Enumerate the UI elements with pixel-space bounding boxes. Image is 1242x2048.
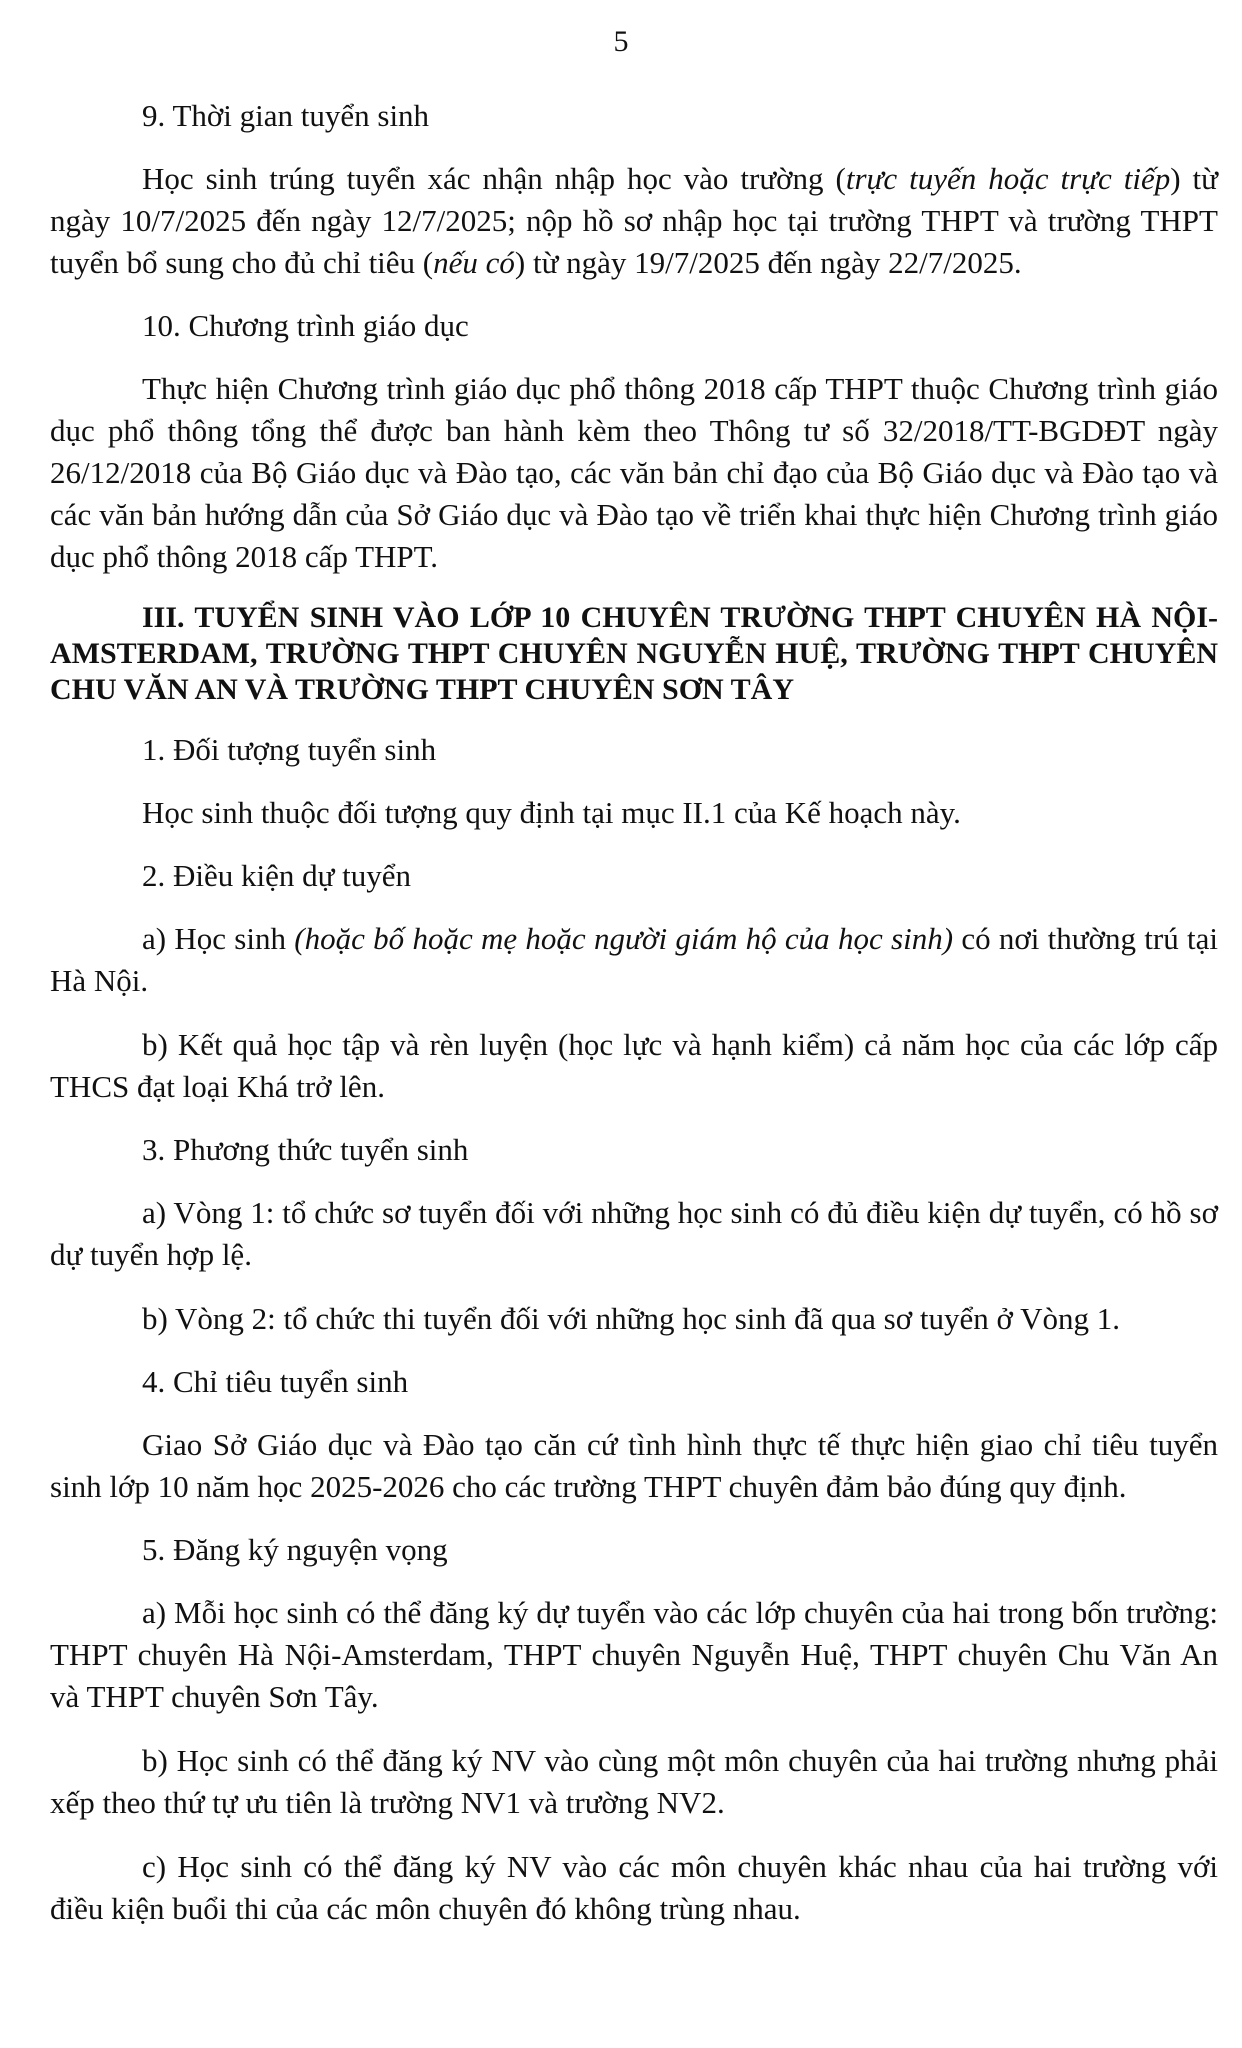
text-run: ) từ ngày 10/7/2025 đến ngày 12/7/2025; nộp hồ sơ nhập học tại trường THPT và trường THPT tuyển bổ sung cho đủ chỉ tiêu (	[50, 161, 1218, 280]
text-run: b) Vòng 2: tổ chức thi tuyển đối với những học sinh đã qua sơ tuyển ở Vòng 1.	[142, 1301, 1120, 1336]
paragraph	[50, 1846, 1218, 1930]
paragraph	[50, 918, 1218, 1002]
text-run: ) từ ngày 19/7/2025 đến ngày 22/7/2025.	[514, 245, 1022, 280]
text-run: Giao Sở Giáo dục và Đào tạo căn cứ tình hình thực tế thực hiện giao chỉ tiêu tuyển sinh lớp 10 năm học 2025-2026 cho các trường THPT chuyên đảm bảo đúng quy định.	[50, 1427, 1218, 1504]
italic-text: trực tuyến hoặc trực tiếp	[845, 161, 1171, 196]
italic-text: nếu có	[433, 245, 515, 280]
paragraph	[50, 1592, 1218, 1718]
text-run: b) Học sinh có thể đăng ký NV vào cùng một môn chuyên của hai trường nhưng phải xếp theo thứ tự ưu tiên là trường NV1 và trường NV2.	[50, 1743, 1218, 1820]
paragraph	[50, 1192, 1218, 1276]
subsection-heading: 9. Thời gian tuyển sinh	[142, 98, 430, 133]
subsection-heading: 3. Phương thức tuyển sinh	[142, 1132, 469, 1167]
paragraph	[50, 792, 1218, 834]
italic-text: (hoặc bố hoặc mẹ hoặc người giám hộ của học sinh)	[294, 921, 954, 956]
text-run: b) Kết quả học tập và rèn luyện (học lực và hạnh kiểm) cả năm học của các lớp cấp THCS đạt loại Khá trở lên.	[50, 1027, 1218, 1104]
text-run: c) Học sinh có thể đăng ký NV vào các môn chuyên khác nhau của hai trường với điều kiện buổi thi của các môn chuyên đó không trùng nhau.	[50, 1849, 1218, 1926]
text-run: Thực hiện Chương trình giáo dục phổ thông 2018 cấp THPT thuộc Chương trình giáo dục phổ thông tổng thể được ban hành kèm theo Thông tư số 32/2018/TT-BGDĐT ngày 26/12/2018 của Bộ Giáo dục và Đào tạo, các văn bản chỉ đạo của Bộ Giáo dục và Đào tạo và các văn bản hướng dẫn của Sở Giáo dục và Đào tạo về triển khai thực hiện Chương trình giáo dục phổ thông 2018 cấp THPT.	[50, 371, 1218, 574]
subsection-heading: 10. Chương trình giáo dục	[142, 308, 469, 343]
subsection-heading: 4. Chỉ tiêu tuyển sinh	[142, 1364, 409, 1399]
subsection-heading: 1. Đối tượng tuyển sinh	[142, 732, 437, 767]
paragraph	[50, 158, 1218, 284]
text-run: Học sinh thuộc đối tượng quy định tại mục II.1 của Kế hoạch này.	[142, 795, 961, 830]
paragraph	[50, 368, 1218, 578]
subsection-heading: 5. Đăng ký nguyện vọng	[142, 1532, 448, 1567]
page-number: 5	[613, 25, 629, 58]
paragraph	[50, 1424, 1218, 1508]
paragraph	[50, 1024, 1218, 1108]
text-run: a) Vòng 1: tổ chức sơ tuyển đối với những học sinh có đủ điều kiện dự tuyển, có hồ sơ dự tuyển hợp lệ.	[50, 1195, 1218, 1272]
section-title: III. TUYỂN SINH VÀO LỚP 10 CHUYÊN TRƯỜNG THPT CHUYÊN HÀ NỘI-AMSTERDAM, TRƯỜNG THPT CHUYÊN NGUYỄN HUỆ, TRƯỜNG THPT CHUYÊN CHU VĂN AN VÀ TRƯỜNG THPT CHUYÊN SƠN TÂY	[50, 601, 1218, 706]
text-run: có nơi thường trú tại Hà Nội.	[50, 921, 1218, 998]
text-run: a) Học sinh	[142, 921, 295, 956]
text-run: Học sinh trúng tuyển xác nhận nhập học vào trường (	[142, 161, 846, 196]
subsection-heading: 2. Điều kiện dự tuyển	[142, 858, 412, 893]
text-run: a) Mỗi học sinh có thể đăng ký dự tuyển vào các lớp chuyên của hai trong bốn trường: THPT chuyên Hà Nội-Amsterdam, THPT chuyên Nguyễn Huệ, THPT chuyên Chu Văn An và THPT chuyên Sơn Tây.	[50, 1595, 1218, 1714]
paragraph	[50, 1740, 1218, 1824]
paragraph	[50, 1298, 1218, 1340]
document-body	[50, 96, 1218, 1952]
